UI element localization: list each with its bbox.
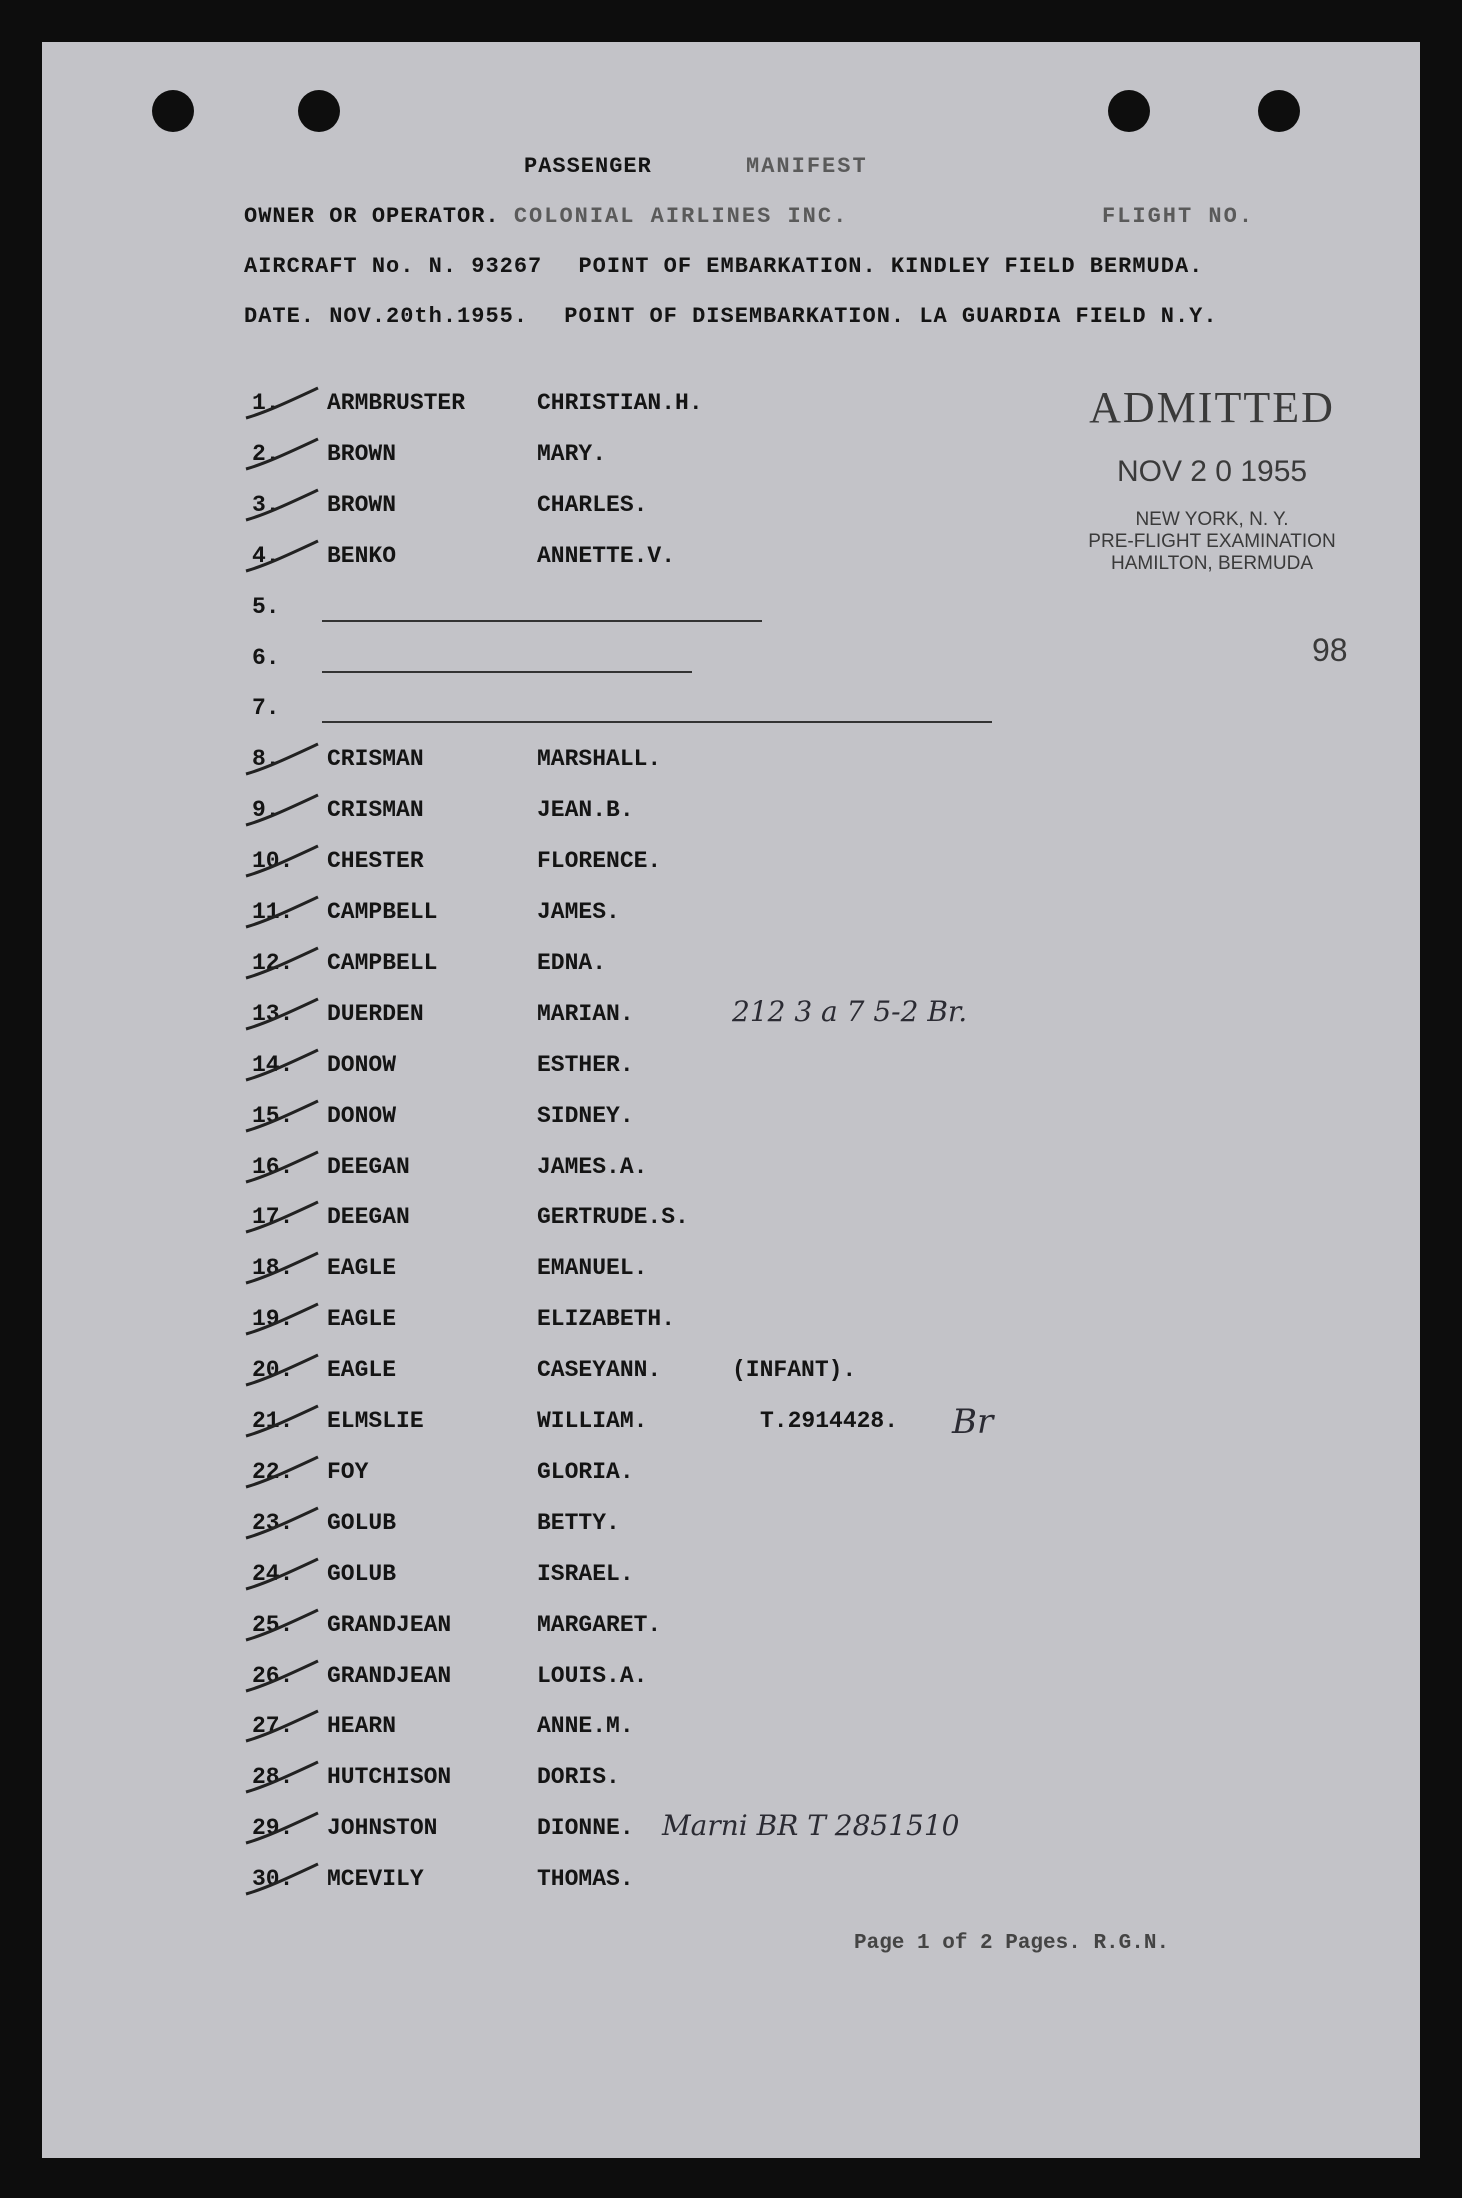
passenger-note: (INFANT). (732, 1357, 857, 1384)
passenger-number: 23. (252, 1509, 294, 1536)
date-line (244, 304, 1218, 329)
stamp-line1: NEW YORK, N. Y. (1135, 509, 1289, 530)
passenger-given-name: MARIAN. (537, 1000, 634, 1027)
passenger-surname: JOHNSTON (327, 1815, 438, 1842)
manifest-title-faint: MANIFEST (746, 154, 868, 179)
passenger-number: 21. (252, 1408, 294, 1434)
passenger-given-name: ANNETTE.V. (537, 542, 676, 569)
passenger-surname: MCEVILY (327, 1866, 424, 1893)
passenger-number: 14. (252, 1051, 294, 1078)
passenger-number: 27. (252, 1713, 294, 1740)
passenger-number: 10. (252, 848, 294, 875)
passenger-surname: BROWN (327, 491, 397, 518)
embark-value: KINDLEY FIELD BERMUDA. (890, 254, 1204, 279)
passenger-row (42, 950, 1420, 990)
passenger-given-name: DIONNE. (537, 1815, 634, 1842)
passenger-row (42, 695, 1420, 735)
passenger-given-name: THOMAS. (537, 1866, 634, 1893)
passenger-given-name: MARGARET. (537, 1611, 662, 1638)
passenger-number: 4. (252, 542, 280, 569)
passenger-number: 12. (252, 949, 294, 976)
punch-hole (152, 90, 194, 132)
handwritten-annotation: 212 3 a 7 5-2 Br. (732, 994, 968, 1028)
passenger-row (42, 1866, 1420, 1906)
passenger-number: 13. (252, 1000, 294, 1027)
passenger-surname: HUTCHISON (327, 1764, 452, 1791)
passenger-row (42, 746, 1420, 786)
stamp-admitted: ADMITTED (1089, 383, 1335, 432)
stamp-date: NOV 2 0 1955 (1116, 455, 1308, 488)
passenger-given-name: JAMES. (537, 899, 620, 925)
passenger-row (42, 1306, 1420, 1346)
flight-label: FLIGHT NO. (1102, 204, 1255, 229)
passenger-given-name: JAMES.A. (537, 1153, 648, 1180)
passenger-row (42, 994, 1420, 1041)
passenger-row (42, 1459, 1420, 1499)
passenger-row (42, 390, 1420, 430)
passenger-note: T.2914428. (760, 1408, 899, 1434)
passenger-given-name: GERTRUDE.S. (537, 1204, 689, 1231)
handwritten-annotation: Marni BR T 2851510 (662, 1809, 960, 1843)
passenger-row (42, 1764, 1420, 1804)
passenger-row (42, 492, 1420, 532)
passenger-given-name: CASEYANN. (537, 1357, 662, 1384)
passenger-row (42, 1561, 1420, 1601)
aircraft-value: N. 93267 (428, 254, 543, 279)
passenger-surname: DUERDEN (327, 1000, 424, 1027)
stamp-page-number: 98 (1312, 632, 1348, 668)
passenger-surname: DONOW (327, 1102, 397, 1129)
passenger-given-name: LOUIS.A. (537, 1662, 648, 1689)
passenger-number: 11. (252, 899, 294, 925)
aircraft-label: AIRCRAFT No. (244, 254, 415, 279)
handwritten-annotation: Br (952, 1402, 994, 1442)
passenger-surname: ELMSLIE (327, 1408, 424, 1434)
passenger-surname: DEEGAN (327, 1204, 410, 1231)
stamp-line3: HAMILTON, BERMUDA (1111, 553, 1313, 574)
passenger-surname: GRANDJEAN (327, 1611, 452, 1638)
passenger-row (42, 543, 1420, 583)
passenger-surname: EAGLE (327, 1306, 397, 1333)
passenger-given-name: DORIS. (537, 1764, 620, 1791)
passenger-number: 19. (252, 1306, 294, 1333)
passenger-surname: DONOW (327, 1051, 397, 1078)
owner-line (244, 204, 848, 229)
passenger-number: 3. (252, 491, 280, 518)
passenger-number: 15. (252, 1102, 294, 1129)
punch-hole (298, 90, 340, 132)
blank-entry-line (322, 620, 762, 622)
passenger-surname: CRISMAN (327, 797, 424, 824)
passenger-row (42, 899, 1420, 939)
passenger-surname: GOLUB (327, 1509, 397, 1536)
passenger-surname: FOY (327, 1458, 369, 1485)
passenger-row (42, 1809, 1420, 1855)
passenger-given-name: FLORENCE. (537, 848, 662, 875)
passenger-row (42, 797, 1420, 837)
punch-hole (1258, 90, 1300, 132)
passenger-number: 5. (252, 593, 280, 620)
passenger-row (42, 1713, 1420, 1753)
passenger-given-name: ESTHER. (537, 1051, 634, 1078)
punch-hole (1108, 90, 1150, 132)
passenger-number: 18. (252, 1255, 294, 1282)
passenger-row (42, 1663, 1420, 1703)
passenger-number: 9. (252, 797, 280, 824)
passenger-surname: DEEGAN (327, 1153, 410, 1180)
passenger-number: 17. (252, 1204, 294, 1231)
passenger-surname: CHESTER (327, 848, 424, 875)
passenger-row (42, 1103, 1420, 1143)
blank-entry-line (322, 671, 692, 673)
passenger-number: 28. (252, 1764, 294, 1791)
passenger-number: 24. (252, 1560, 294, 1587)
passenger-row (42, 1154, 1420, 1194)
passenger-row (42, 1612, 1420, 1652)
manifest-sheet (42, 42, 1420, 2158)
passenger-surname: GRANDJEAN (327, 1662, 452, 1689)
passenger-given-name: EDNA. (537, 949, 607, 976)
passenger-given-name: ANNE.M. (537, 1713, 634, 1740)
passenger-row (42, 1204, 1420, 1244)
passenger-surname: ARMBRUSTER (327, 390, 466, 416)
passenger-number: 8. (252, 746, 280, 773)
passenger-given-name: CHRISTIAN.H. (537, 390, 703, 416)
passenger-given-name: BETTY. (537, 1509, 620, 1536)
passenger-given-name: MARY. (537, 440, 607, 467)
passenger-number: 2. (252, 440, 280, 467)
page-footer: Page 1 of 2 Pages. R.G.N. (854, 1932, 1170, 1955)
passenger-row (42, 1052, 1420, 1092)
passenger-surname: GOLUB (327, 1560, 397, 1587)
passenger-row (42, 441, 1420, 481)
passenger-row (42, 1510, 1420, 1550)
passenger-row (42, 645, 1420, 685)
passenger-number: 20. (252, 1357, 294, 1384)
passenger-given-name: ELIZABETH. (537, 1306, 676, 1333)
passenger-row (42, 1357, 1420, 1397)
aircraft-line (244, 254, 1203, 279)
disembark-label: POINT OF DISEMBARKATION. (564, 304, 906, 329)
stamp-line2: PRE-FLIGHT EXAMINATION (1088, 531, 1336, 552)
passenger-number: 1. (252, 390, 280, 416)
passenger-given-name: SIDNEY. (537, 1102, 634, 1129)
passenger-row (42, 594, 1420, 634)
passenger-given-name: EMANUEL. (537, 1255, 648, 1282)
passenger-number: 6. (252, 644, 280, 671)
passenger-number: 29. (252, 1815, 294, 1842)
passenger-given-name: WILLIAM. (537, 1408, 648, 1434)
blank-entry-line (322, 721, 992, 723)
passenger-given-name: ISRAEL. (537, 1560, 634, 1587)
disembark-value: LA GUARDIA FIELD N.Y. (919, 304, 1218, 329)
passenger-number: 26. (252, 1662, 294, 1689)
passenger-given-name: MARSHALL. (537, 746, 662, 773)
passenger-row (42, 848, 1420, 888)
passenger-given-name: JEAN.B. (537, 797, 634, 824)
passenger-number: 25. (252, 1611, 294, 1638)
passenger-surname: BENKO (327, 542, 397, 569)
manifest-title: PASSENGER MANIFEST (524, 154, 868, 179)
embark-label: POINT OF EMBARKATION. (578, 254, 877, 279)
passenger-number: 7. (252, 695, 280, 722)
passenger-surname: CAMPBELL (327, 949, 438, 976)
passenger-surname: EAGLE (327, 1357, 397, 1384)
passenger-number: 22. (252, 1458, 294, 1485)
passenger-surname: HEARN (327, 1713, 397, 1740)
passenger-surname: CRISMAN (327, 746, 424, 773)
passenger-surname: CAMPBELL (327, 899, 438, 925)
date-value: NOV.20th.1955. (329, 304, 529, 329)
owner-label: OWNER OR OPERATOR. (244, 204, 500, 229)
passenger-row (42, 1402, 1420, 1448)
passenger-number: 16. (252, 1153, 294, 1180)
passenger-surname: BROWN (327, 440, 397, 467)
date-label: DATE. (244, 304, 316, 329)
passenger-given-name: GLORIA. (537, 1458, 634, 1485)
owner-value: COLONIAL AIRLINES INC. (513, 204, 849, 229)
passenger-number: 30. (252, 1866, 294, 1893)
passenger-surname: EAGLE (327, 1255, 397, 1282)
passenger-given-name: CHARLES. (537, 491, 648, 518)
passenger-row (42, 1255, 1420, 1295)
